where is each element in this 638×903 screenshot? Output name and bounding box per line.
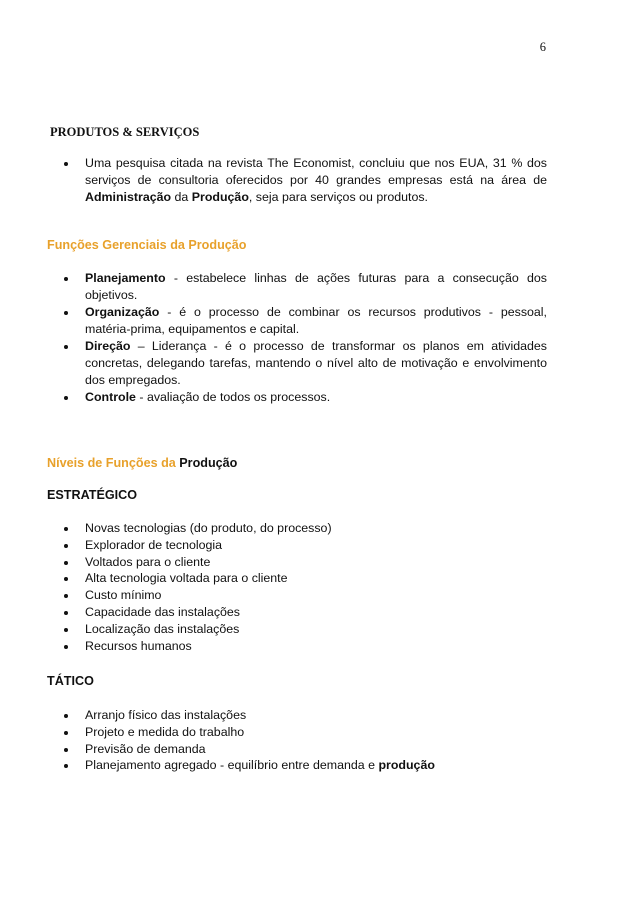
list-item: Planejamento agregado - equilíbrio entre demanda e produção — [47, 757, 547, 774]
bullet-icon — [64, 594, 68, 598]
list-item: Direção – Liderança - é o processo de transformar os planos em atividades concretas, delegando tarefas, mantendo o nível alto de motivação e envolvimento dos empregados. — [47, 338, 547, 389]
bullet-icon — [64, 527, 68, 531]
list-item: Recursos humanos — [47, 638, 547, 655]
list-item: Planejamento - estabelece linhas de ações futuras para a consecução dos objetivos. — [47, 270, 547, 304]
estrategico-list — [47, 520, 547, 654]
bullet-icon — [64, 611, 68, 615]
bullet-icon — [64, 731, 68, 735]
bullet-icon — [64, 764, 68, 768]
list-item: Localização das instalações — [47, 621, 547, 638]
list-item: Voltados para o cliente — [47, 554, 547, 571]
bullet-icon — [64, 748, 68, 752]
list-item: Arranjo físico das instalações — [47, 707, 547, 724]
page-number: 6 — [539, 40, 546, 54]
list-item: Alta tecnologia voltada para o cliente — [47, 570, 547, 587]
funcoes-list — [47, 270, 547, 406]
bullet-icon — [64, 628, 68, 632]
list-item: Novas tecnologias (do produto, do processo) — [47, 520, 547, 537]
niveis-heading: Níveis de Funções da Produção — [47, 456, 238, 470]
list-item: Projeto e medida do trabalho — [47, 724, 547, 741]
bullet-icon — [64, 577, 68, 581]
bullet-icon — [64, 277, 68, 281]
section-title: PRODUTOS & SERVIÇOS — [50, 125, 200, 139]
bullet-icon — [64, 714, 68, 718]
tatico-list — [47, 707, 547, 774]
funcoes-heading: Funções Gerenciais da Produção — [47, 238, 247, 252]
bullet-icon — [64, 645, 68, 649]
list-item: Capacidade das instalações — [47, 604, 547, 621]
bullet-icon — [64, 345, 68, 349]
bullet-icon — [64, 311, 68, 315]
intro-list — [47, 155, 547, 206]
list-item: Organização - é o processo de combinar os recursos produtivos - pessoal, matéria-prima, equipamentos e capital. — [47, 304, 547, 338]
list-item: Explorador de tecnologia — [47, 537, 547, 554]
list-item: Controle - avaliação de todos os processos. — [47, 389, 547, 406]
bullet-icon — [64, 396, 68, 400]
bullet-icon — [64, 162, 68, 166]
list-item: Custo mínimo — [47, 587, 547, 604]
list-item: Previsão de demanda — [47, 741, 547, 758]
tatico-heading: TÁTICO — [47, 674, 94, 688]
bullet-icon — [64, 561, 68, 565]
bullet-icon — [64, 544, 68, 548]
list-item: Uma pesquisa citada na revista The Economist, concluiu que nos EUA, 31 % dos serviços de consultoria oferecidos por 40 grandes empresas está na área de Administração da Produção, seja para serviços ou produtos. — [47, 155, 547, 206]
estrategico-heading: ESTRATÉGICO — [47, 488, 138, 502]
